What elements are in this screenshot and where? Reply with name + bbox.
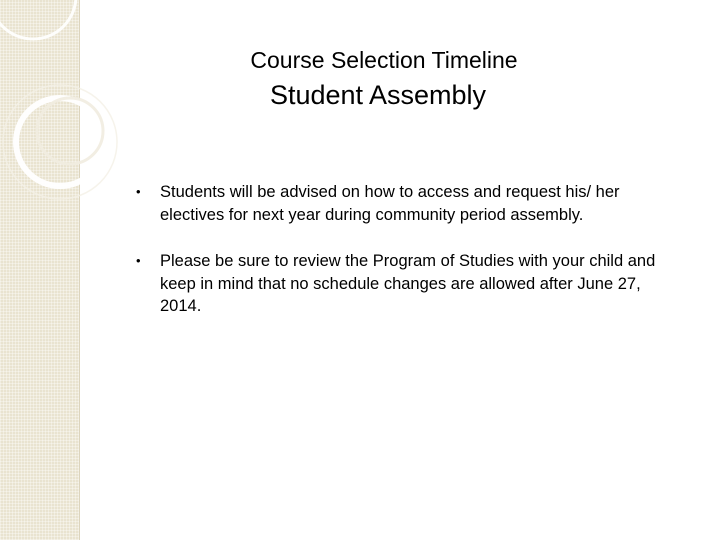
bullet-list bbox=[136, 181, 656, 342]
slide-title: Student Assembly bbox=[269, 80, 487, 110]
bullet-marker: • bbox=[136, 253, 141, 268]
bullet-text: Please be sure to review the Program of Studies with your child and keep in mind that no schedule changes are allowed after June 27, 2014. bbox=[160, 252, 656, 315]
bullet-marker: • bbox=[136, 184, 141, 199]
bullet-text: Students will be advised on how to access and request his/ her electives for next year during community period assembly. bbox=[160, 183, 620, 224]
bullet-item bbox=[136, 250, 656, 318]
bullet-item bbox=[136, 181, 656, 226]
slide-heading: Course Selection Timeline bbox=[250, 47, 518, 73]
